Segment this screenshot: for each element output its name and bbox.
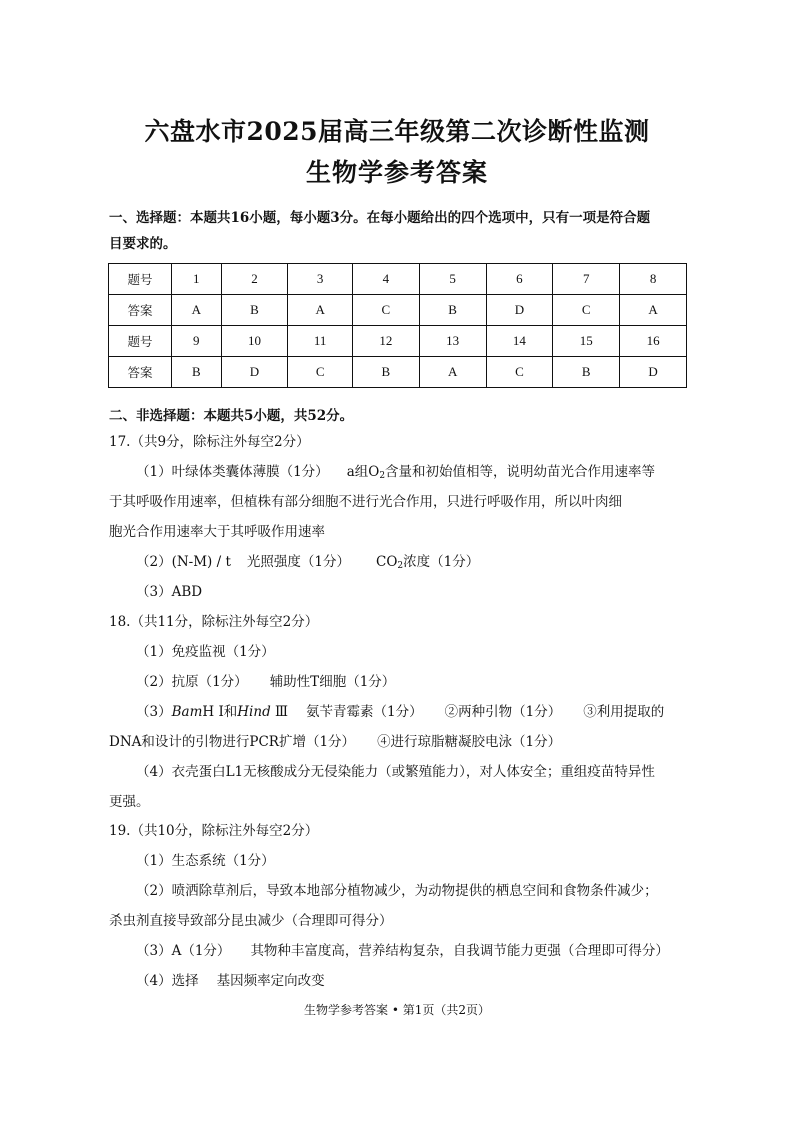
q17-part1-answer-b-rest: 含量和初始值相等，说明幼苗光合作用速率等: [385, 464, 656, 480]
q17-part2: [136, 552, 479, 572]
enzyme-hind: Hind: [237, 704, 271, 720]
table-cell: 1: [172, 264, 222, 295]
enzyme-bam-suffix: H Ⅰ和: [202, 704, 238, 720]
q18-part3-answer-h: ④进行琼脂糖凝胶电泳（1分）: [377, 734, 562, 750]
table-cell: C: [352, 295, 419, 326]
q19-header: 19.（共10分，除标注外每空2分）: [109, 823, 319, 839]
table-cell: 5: [419, 264, 486, 295]
q17-part3: （3）ABD: [136, 584, 203, 600]
q17-part2-answer-a: （2）(N-M) / t: [136, 554, 231, 570]
table-cell: 6: [486, 264, 553, 295]
table-cell: C: [553, 295, 620, 326]
table-cell: D: [486, 295, 553, 326]
q19-part4-answer-b: 基因频率定向改变: [216, 973, 325, 989]
table-row: [109, 357, 687, 388]
subscript: 2: [379, 471, 386, 481]
table-cell: 14: [486, 326, 553, 357]
table-cell: 2: [221, 264, 288, 295]
q17-part1-line1: [136, 462, 655, 482]
q18-part1: （1）免疫监视（1分）: [136, 644, 275, 660]
q17-part2-answer-c: CO: [375, 554, 398, 570]
table-cell: C: [486, 357, 553, 388]
table-cell: 3: [288, 264, 353, 295]
table-cell: A: [288, 295, 353, 326]
table-cell: 8: [620, 264, 687, 295]
table-cell: 答案: [109, 295, 172, 326]
table-cell: 4: [352, 264, 419, 295]
q17-header: 17.（共9分，除标注外每空2分）: [109, 434, 310, 450]
table-cell: B: [221, 295, 288, 326]
table-cell: C: [288, 357, 353, 388]
q18-part4-line2: 更强。: [109, 794, 150, 810]
section2-heading: 二、非选择题：本题共5小题，共52分。: [109, 408, 354, 424]
table-cell: 答案: [109, 357, 172, 388]
subscript: 2: [397, 561, 404, 571]
q19-part3-answer-b: 其物种丰富度高，营养结构复杂，自我调节能力更强（合理即可得分）: [250, 943, 669, 959]
page-title: 六盘水市2025届高三年级第二次诊断性监测: [144, 117, 650, 146]
q18-part4-line1: （4）衣壳蛋白L1无核酸成分无侵染能力（或繁殖能力），对人体安全；重组疫苗特异性: [136, 764, 655, 780]
q19-part2-line1: （2）喷洒除草剂后，导致本地部分植物减少，为动物提供的栖息空间和食物条件减少；: [136, 883, 658, 899]
q19-part4: [136, 971, 325, 991]
table-cell: B: [553, 357, 620, 388]
table-cell: A: [172, 295, 222, 326]
table-cell: 10: [221, 326, 288, 357]
q18-part3-answer-d: 氨苄青霉素（1分）: [306, 704, 423, 720]
table-cell: 11: [288, 326, 353, 357]
q18-part3-answer-g: DNA和设计的引物进行PCR扩增（1分）: [109, 734, 356, 750]
section1-heading-line2: 目要求的。: [109, 236, 177, 252]
page-footer: 生物学参考答案 • 第1页（共2页）: [304, 1003, 490, 1017]
q18-part2-answer-b: 辅助性T细胞（1分）: [269, 674, 396, 690]
table-cell: 7: [553, 264, 620, 295]
q18-part2-answer-a: （2）抗原（1分）: [136, 674, 248, 690]
table-row: [109, 326, 687, 357]
enzyme-hind-suffix: Ⅲ: [270, 704, 289, 720]
q17-part1-answer-a: （1）叶绿体类囊体薄膜（1分）: [136, 464, 329, 480]
table-cell: 题号: [109, 326, 172, 357]
table-cell: D: [221, 357, 288, 388]
table-cell: 12: [352, 326, 419, 357]
q17-part1-answer-b: a组O: [346, 464, 380, 480]
table-cell: B: [352, 357, 419, 388]
q19-part3: [136, 941, 669, 961]
table-cell: D: [620, 357, 687, 388]
enzyme-bam: Bam: [171, 704, 203, 720]
page-subtitle: 生物学参考答案: [305, 158, 488, 187]
table-cell: 题号: [109, 264, 172, 295]
table-cell: B: [419, 295, 486, 326]
q18-part3-line1: [136, 702, 664, 722]
q17-part2-answer-c-rest: 浓度（1分）: [403, 554, 480, 570]
q19-part1: （1）生态系统（1分）: [136, 853, 275, 869]
table-cell: A: [419, 357, 486, 388]
table-cell: 15: [553, 326, 620, 357]
answer-table: [108, 263, 687, 388]
q17-part1-line3: 胞光合作用速率大于其呼吸作用速率: [109, 524, 325, 540]
table-cell: 13: [419, 326, 486, 357]
table-cell: 9: [172, 326, 222, 357]
table-cell: 16: [620, 326, 687, 357]
q18-part3-label: （3）: [136, 704, 172, 720]
q19-part2-line2: 杀虫剂直接导致部分昆虫减少（合理即可得分）: [109, 913, 393, 929]
q19-part4-answer-a: （4）选择: [136, 973, 199, 989]
q19-part3-answer-a: （3）A（1分）: [136, 943, 231, 959]
table-cell: B: [172, 357, 222, 388]
q18-part3-answer-e: ②两种引物（1分）: [444, 704, 562, 720]
q17-part1-line2: 于其呼吸作用速率，但植株有部分细胞不进行光合作用，只进行呼吸作用，所以叶肉细: [109, 494, 622, 510]
table-cell: A: [620, 295, 687, 326]
q18-part2: [136, 672, 395, 692]
section1-heading-line1: 一、选择题：本题共16小题，每小题3分。在每小题给出的四个选项中，只有一项是符合题: [109, 210, 651, 226]
table-row: [109, 295, 687, 326]
q18-part3-answer-f: ③利用提取的: [583, 704, 665, 720]
q18-part3-line2: [109, 732, 561, 752]
q18-header: 18.（共11分，除标注外每空2分）: [109, 614, 319, 630]
table-row: [109, 264, 687, 295]
q17-part2-answer-b: 光照强度（1分）: [246, 554, 350, 570]
